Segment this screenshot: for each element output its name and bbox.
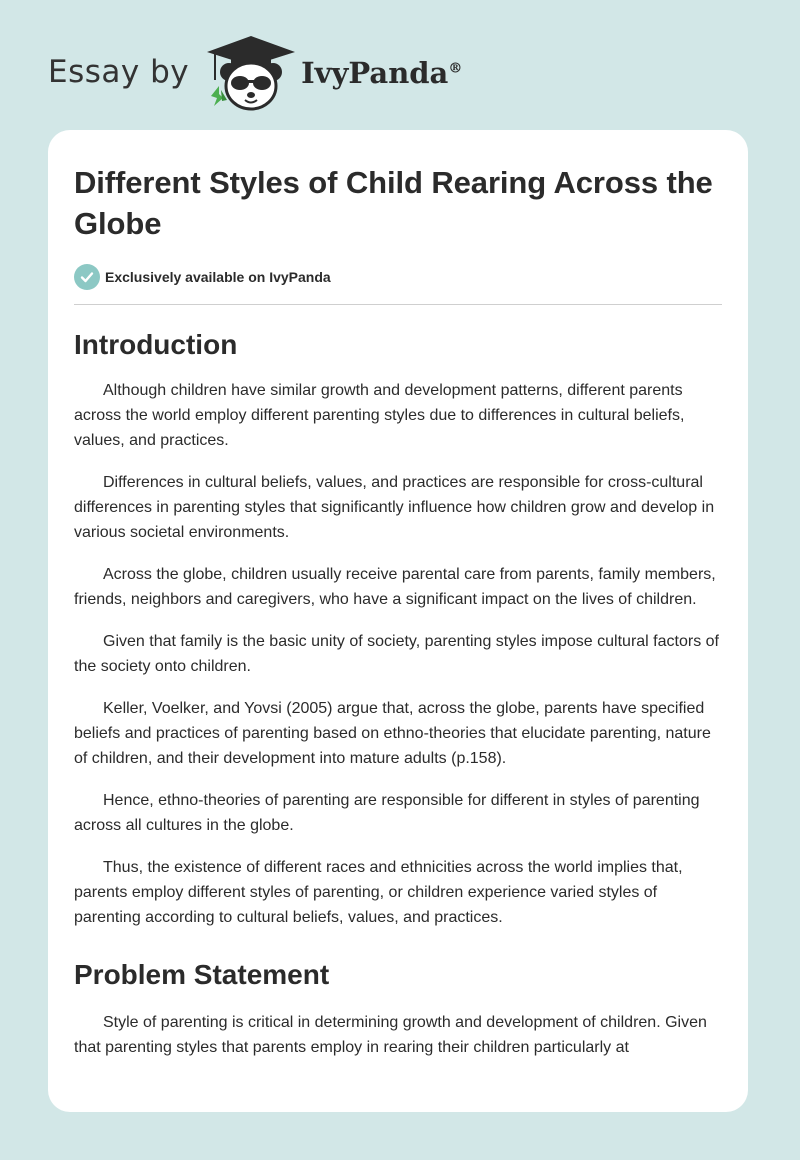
paragraph: Given that family is the basic unity of society, parenting styles impose cultural factors of the society onto children.: [74, 633, 719, 675]
section-heading-introduction: Introduction: [74, 329, 238, 360]
checkmark-icon: [74, 264, 100, 290]
paragraph: Keller, Voelker, and Yovsi (2005) argue that, across the globe, parents have specified beliefs and practices of parenting based on ethno-theories that elucidate parenting, nature of children, and their development into mature adults (p.158).: [74, 700, 711, 767]
registered-mark: ®: [448, 60, 463, 77]
paragraph: Differences in cultural beliefs, values, and practices are responsible for cross-cultural differences in parenting styles that significantly influence how children grow and develop in various societal environments.: [74, 474, 715, 541]
essay-card: [48, 130, 748, 1112]
paragraph: Although children have similar growth and development patterns, different parents across the world employ different parenting styles due to differences in cultural beliefs, values, and practices.: [74, 382, 685, 449]
paragraph: Hence, ethno-theories of parenting are responsible for different in styles of parenting across all cultures in the globe.: [74, 792, 700, 834]
panda-logo-icon[interactable]: [205, 34, 297, 114]
section-heading-problem-statement: Problem Statement: [74, 959, 330, 990]
paragraph: Across the globe, children usually receive parental care from parents, family members, friends, neighbors and caregivers, who have a significant impact on the lives of children.: [74, 566, 716, 608]
exclusive-badge: [74, 264, 722, 290]
problem-statement-body: [74, 1010, 722, 1060]
essay-title: Different Styles of Child Rearing Across the Globe: [74, 165, 713, 241]
badge-text: Exclusively available on IvyPanda: [105, 269, 331, 285]
divider: [74, 304, 722, 305]
site-header: [48, 34, 462, 114]
paragraph: Thus, the existence of different races and ethnicities across the world implies that, parents employ different styles of parenting, or children experience varied styles of parenting according to cultural beliefs, values, and practices.: [74, 859, 683, 926]
introduction-body: [74, 378, 722, 930]
paragraph: Style of parenting is critical in determining growth and development of children. Given that parenting styles that parents employ in rearing their children particularly at: [74, 1014, 707, 1056]
brand-name[interactable]: IvyPanda®: [301, 56, 463, 90]
brand-prefix: Essay by: [48, 54, 190, 90]
